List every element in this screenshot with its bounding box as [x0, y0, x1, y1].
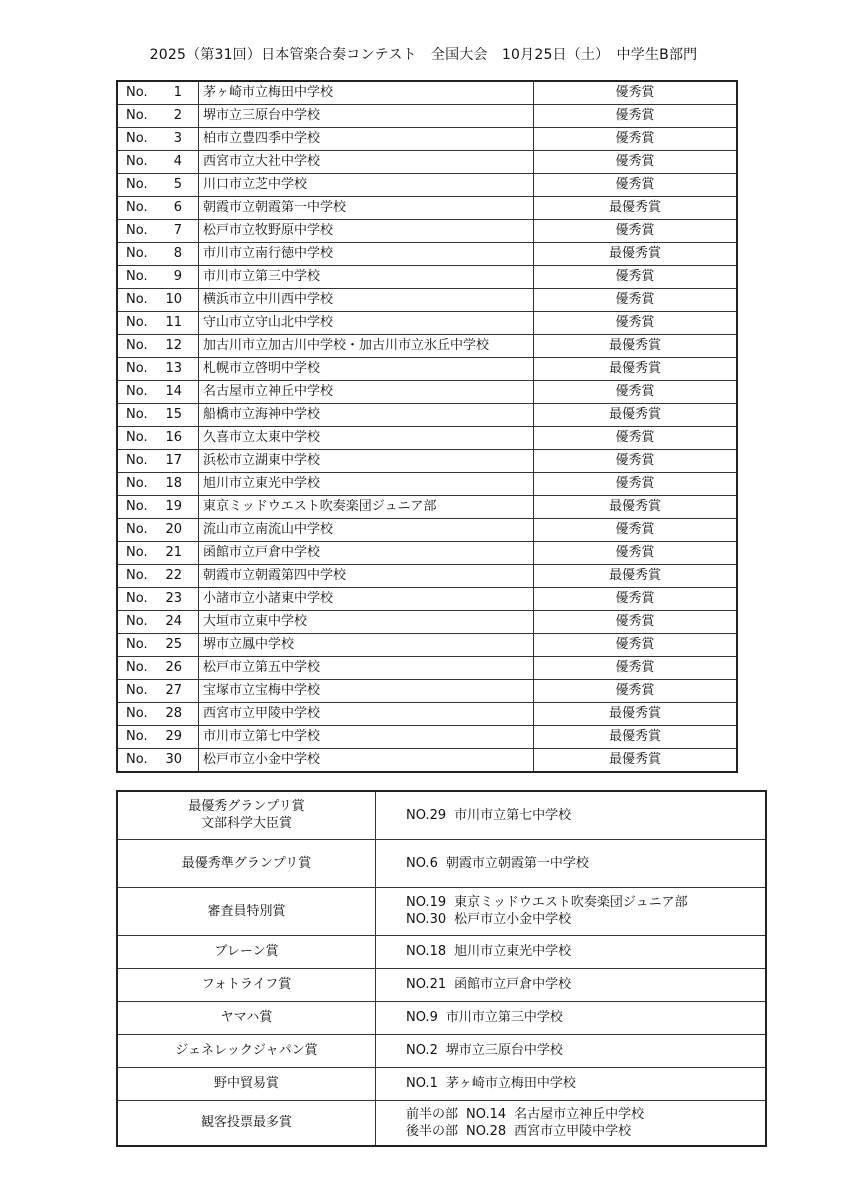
school-name: 西宮市立甲陵中学校: [199, 703, 534, 726]
no-label: No.: [126, 85, 148, 100]
school-name: 横浜市立中川西中学校: [199, 289, 534, 312]
award-result: 優秀賞: [534, 680, 738, 703]
entry-number: 2: [173, 108, 182, 123]
award-name: [117, 839, 376, 887]
award-winner: [406, 1009, 765, 1026]
winner-number: NO.18: [406, 944, 447, 959]
table-row: [117, 381, 737, 404]
entry-number-cell: [117, 220, 199, 243]
no-label: No.: [126, 591, 148, 606]
entry-number: 19: [165, 499, 182, 514]
school-name: 川口市立芝中学校: [199, 174, 534, 197]
entry-number-cell: [117, 427, 199, 450]
table-row: [117, 266, 737, 289]
entry-number-cell: [117, 657, 199, 680]
table-row: [117, 220, 737, 243]
entry-number-cell: [117, 496, 199, 519]
no-label: No.: [126, 522, 148, 537]
award-winner: [406, 976, 765, 993]
award-name-line: ブレーン賞: [214, 944, 279, 959]
school-name: 小諸市立小諸東中学校: [199, 588, 534, 611]
entry-number-cell: [117, 289, 199, 312]
no-label: No.: [126, 660, 148, 675]
winner-part: 前半の部: [406, 1106, 459, 1122]
special-award-row: [117, 839, 766, 887]
entry-number-cell: [117, 404, 199, 427]
table-row: [117, 542, 737, 565]
entry-number-cell: [117, 174, 199, 197]
award-result: 優秀賞: [534, 657, 738, 680]
table-row: [117, 174, 737, 197]
award-winner: [406, 855, 765, 872]
award-name-line: 野中貿易賞: [213, 1076, 279, 1091]
winner-number: NO.28: [466, 1123, 507, 1139]
no-label: No.: [126, 683, 148, 698]
table-row: [117, 680, 737, 703]
table-row: [117, 496, 737, 519]
entry-number: 12: [165, 338, 182, 353]
entry-number: 7: [173, 223, 182, 238]
award-result: 最優秀賞: [534, 565, 738, 588]
school-name: 宝塚市立宝梅中学校: [199, 680, 534, 703]
no-label: No.: [126, 545, 148, 560]
school-name: 浜松市立湖東中学校: [199, 450, 534, 473]
table-row: [117, 726, 737, 749]
entry-number: 28: [165, 706, 182, 721]
school-name: 朝霞市立朝霞第一中学校: [199, 197, 534, 220]
table-row: [117, 611, 737, 634]
school-name: 茅ヶ崎市立梅田中学校: [199, 81, 534, 105]
award-result: 優秀賞: [534, 151, 738, 174]
award-result: 優秀賞: [534, 289, 738, 312]
special-award-row: [117, 968, 766, 1001]
results-table: [116, 80, 738, 773]
winner-number: NO.29: [406, 807, 447, 823]
school-name: 市川市立南行徳中学校: [199, 243, 534, 266]
special-awards-body: [117, 791, 766, 1146]
entry-number: 5: [173, 177, 182, 192]
special-award-row: [117, 935, 766, 968]
school-name: 市川市立第三中学校: [199, 266, 534, 289]
entry-number: 25: [165, 637, 182, 652]
award-result: 最優秀賞: [534, 335, 738, 358]
no-label: No.: [126, 131, 148, 146]
award-result: 優秀賞: [534, 128, 738, 151]
winner-school: 市川市立第七中学校: [454, 807, 572, 823]
table-row: [117, 634, 737, 657]
award-winner: [406, 911, 765, 928]
award-winner: [406, 1106, 765, 1123]
special-awards-table: [116, 790, 767, 1147]
school-name: 松戸市立小金中学校: [199, 749, 534, 773]
award-winners: [376, 1034, 767, 1067]
entry-number: 23: [165, 591, 182, 606]
award-winners: [376, 1001, 767, 1034]
school-name: 札幌市立啓明中学校: [199, 358, 534, 381]
table-row: [117, 657, 737, 680]
winner-school: 朝霞市立朝霞第一中学校: [445, 855, 589, 871]
entry-number-cell: [117, 312, 199, 335]
school-name: 久喜市立太東中学校: [199, 427, 534, 450]
no-label: No.: [126, 453, 148, 468]
entry-number-cell: [117, 358, 199, 381]
no-label: No.: [126, 361, 148, 376]
no-label: No.: [126, 154, 148, 169]
entry-number: 13: [165, 361, 182, 376]
entry-number-cell: [117, 450, 199, 473]
entry-number: 30: [165, 752, 182, 767]
award-name: [117, 791, 376, 839]
no-label: No.: [126, 407, 148, 422]
table-row: [117, 404, 737, 427]
award-name: [117, 1001, 376, 1034]
table-row: [117, 312, 737, 335]
winner-number: NO.14: [466, 1106, 507, 1122]
award-result: 優秀賞: [534, 427, 738, 450]
entry-number: 8: [173, 246, 182, 261]
winner-school: 市川市立第三中学校: [445, 1010, 563, 1025]
entry-number-cell: [117, 726, 199, 749]
entry-number-cell: [117, 381, 199, 404]
table-row: [117, 335, 737, 358]
entry-number: 16: [165, 430, 182, 445]
entry-number: 18: [165, 476, 182, 491]
table-row: [117, 243, 737, 266]
entry-number-cell: [117, 81, 199, 105]
award-name-line: 審査員特別賞: [207, 903, 286, 919]
no-label: No.: [126, 338, 148, 353]
entry-number: 9: [173, 269, 182, 284]
award-winners: [376, 1100, 767, 1146]
award-result: 優秀賞: [534, 220, 738, 243]
entry-number: 22: [165, 568, 182, 583]
table-row: [117, 105, 737, 128]
no-label: No.: [126, 476, 148, 491]
entry-number: 17: [165, 453, 182, 468]
entry-number: 27: [165, 683, 182, 698]
entry-number: 21: [165, 545, 182, 560]
award-name-line: フォトライフ賞: [201, 977, 292, 992]
award-winners: [376, 839, 767, 887]
entry-number-cell: [117, 703, 199, 726]
award-result: 最優秀賞: [534, 726, 738, 749]
award-result: 優秀賞: [534, 81, 738, 105]
entry-number: 6: [173, 200, 182, 215]
no-label: No.: [126, 108, 148, 123]
no-label: No.: [126, 315, 148, 330]
special-award-row: [117, 887, 766, 935]
award-winner: [406, 894, 765, 911]
award-result: 優秀賞: [534, 174, 738, 197]
winner-school: 堺市立三原台中学校: [445, 1043, 563, 1058]
award-winners: [376, 791, 767, 839]
winner-school: 茅ヶ崎市立梅田中学校: [445, 1076, 576, 1091]
no-label: No.: [126, 223, 148, 238]
entry-number-cell: [117, 611, 199, 634]
award-winner: [406, 807, 765, 824]
entry-number: 3: [173, 131, 182, 146]
winner-school: 松戸市立小金中学校: [454, 912, 572, 927]
award-result: 最優秀賞: [534, 749, 738, 773]
winner-school: 東京ミッドウエスト吹奏楽団ジュニア部: [454, 895, 688, 910]
award-name-line: 観客投票最多賞: [200, 1115, 292, 1131]
award-result: 最優秀賞: [534, 358, 738, 381]
award-name: [117, 1034, 376, 1067]
entry-number-cell: [117, 565, 199, 588]
entry-number-cell: [117, 266, 199, 289]
special-award-row: [117, 1034, 766, 1067]
table-row: [117, 588, 737, 611]
school-name: 柏市立豊四季中学校: [199, 128, 534, 151]
award-winners: [376, 935, 767, 968]
entry-number: 29: [165, 729, 182, 744]
entry-number: 24: [165, 614, 182, 629]
entry-number: 11: [165, 315, 182, 330]
school-name: 朝霞市立朝霞第四中学校: [199, 565, 534, 588]
no-label: No.: [126, 384, 148, 399]
table-row: [117, 473, 737, 496]
winner-number: NO.6: [406, 855, 438, 871]
award-result: 優秀賞: [534, 542, 738, 565]
school-name: 堺市立鳳中学校: [199, 634, 534, 657]
special-award-row: [117, 791, 766, 839]
page-title: 2025（第31回）日本管楽合奏コンテスト 全国大会 10月25日（土） 中学生B部門: [149, 47, 698, 63]
award-name: [117, 1067, 376, 1100]
entry-number: 10: [165, 292, 182, 307]
award-result: 優秀賞: [534, 105, 738, 128]
award-result: 最優秀賞: [534, 404, 738, 427]
winner-number: NO.2: [406, 1043, 438, 1058]
table-row: [117, 749, 737, 773]
school-name: 市川市立第七中学校: [199, 726, 534, 749]
winner-school: 旭川市立東光中学校: [454, 944, 572, 959]
award-result: 優秀賞: [534, 519, 738, 542]
winner-school: 西宮市立甲陵中学校: [514, 1123, 632, 1139]
winner-number: NO.21: [406, 977, 447, 992]
special-award-row: [117, 1100, 766, 1146]
school-name: 東京ミッドウエスト吹奏楽団ジュニア部: [199, 496, 534, 519]
no-label: No.: [126, 614, 148, 629]
award-name-line: 最優秀グランプリ賞: [188, 799, 305, 815]
entry-number: 4: [173, 154, 182, 169]
award-result: 優秀賞: [534, 611, 738, 634]
award-name: [117, 935, 376, 968]
no-label: No.: [126, 269, 148, 284]
table-row: [117, 197, 737, 220]
school-name: 名古屋市立神丘中学校: [199, 381, 534, 404]
entry-number-cell: [117, 128, 199, 151]
award-name-line: ヤマハ賞: [220, 1010, 273, 1025]
school-name: 守山市立守山北中学校: [199, 312, 534, 335]
school-name: 松戸市立第五中学校: [199, 657, 534, 680]
school-name: 流山市立南流山中学校: [199, 519, 534, 542]
entry-number-cell: [117, 105, 199, 128]
award-winners: [376, 887, 767, 935]
special-award-row: [117, 1001, 766, 1034]
no-label: No.: [126, 637, 148, 652]
award-name: [117, 887, 376, 935]
award-winner: [406, 1075, 765, 1092]
entry-number-cell: [117, 197, 199, 220]
award-name-line: 文部科学大臣賞: [200, 816, 292, 832]
entry-number-cell: [117, 243, 199, 266]
entry-number-cell: [117, 519, 199, 542]
entry-number: 1: [173, 85, 182, 100]
table-row: [117, 128, 737, 151]
entry-number-cell: [117, 588, 199, 611]
school-name: 函館市立戸倉中学校: [199, 542, 534, 565]
award-winner: [406, 1123, 765, 1140]
school-name: 松戸市立牧野原中学校: [199, 220, 534, 243]
entry-number: 26: [165, 660, 182, 675]
award-result: 優秀賞: [534, 450, 738, 473]
entry-number-cell: [117, 151, 199, 174]
table-row: [117, 427, 737, 450]
school-name: 堺市立三原台中学校: [199, 105, 534, 128]
winner-number: NO.9: [406, 1010, 438, 1025]
award-result: 優秀賞: [534, 588, 738, 611]
entry-number-cell: [117, 335, 199, 358]
award-result: 優秀賞: [534, 266, 738, 289]
winner-number: NO.30: [406, 912, 447, 927]
no-label: No.: [126, 292, 148, 307]
entry-number: 15: [165, 407, 182, 422]
school-name: 加古川市立加古川中学校・加古川市立氷丘中学校: [199, 335, 534, 358]
no-label: No.: [126, 499, 148, 514]
no-label: No.: [126, 568, 148, 583]
award-result: 最優秀賞: [534, 243, 738, 266]
table-row: [117, 519, 737, 542]
winner-part: 後半の部: [406, 1123, 459, 1139]
no-label: No.: [126, 729, 148, 744]
award-result: 優秀賞: [534, 473, 738, 496]
table-row: [117, 450, 737, 473]
table-row: [117, 151, 737, 174]
no-label: No.: [126, 177, 148, 192]
winner-number: NO.19: [406, 895, 447, 910]
school-name: 船橋市立海神中学校: [199, 404, 534, 427]
award-winners: [376, 968, 767, 1001]
winner-school: 函館市立戸倉中学校: [454, 977, 572, 992]
entry-number: 14: [165, 384, 182, 399]
entry-number-cell: [117, 634, 199, 657]
award-result: 最優秀賞: [534, 496, 738, 519]
award-name-line: ジェネレックジャパン賞: [175, 1043, 318, 1058]
award-result: 優秀賞: [534, 634, 738, 657]
no-label: No.: [126, 246, 148, 261]
award-name: [117, 1100, 376, 1146]
no-label: No.: [126, 752, 148, 767]
award-result: 最優秀賞: [534, 703, 738, 726]
results-body: [117, 81, 737, 772]
entry-number-cell: [117, 680, 199, 703]
table-row: [117, 565, 737, 588]
entry-number-cell: [117, 749, 199, 773]
school-name: 旭川市立東光中学校: [199, 473, 534, 496]
award-winners: [376, 1067, 767, 1100]
no-label: No.: [126, 706, 148, 721]
award-name: [117, 968, 376, 1001]
school-name: 大垣市立東中学校: [199, 611, 534, 634]
school-name: 西宮市立大社中学校: [199, 151, 534, 174]
award-result: 優秀賞: [534, 312, 738, 335]
award-result: 優秀賞: [534, 381, 738, 404]
award-result: 最優秀賞: [534, 197, 738, 220]
award-winner: [406, 1042, 765, 1059]
no-label: No.: [126, 430, 148, 445]
no-label: No.: [126, 200, 148, 215]
award-winner: [406, 943, 765, 960]
special-award-row: [117, 1067, 766, 1100]
table-row: [117, 81, 737, 105]
winner-school: 名古屋市立神丘中学校: [514, 1106, 645, 1122]
table-row: [117, 358, 737, 381]
entry-number-cell: [117, 542, 199, 565]
award-name-line: 最優秀準グランプリ賞: [181, 855, 312, 871]
entry-number-cell: [117, 473, 199, 496]
table-row: [117, 703, 737, 726]
table-row: [117, 289, 737, 312]
winner-number: NO.1: [406, 1076, 438, 1091]
entry-number: 20: [165, 522, 182, 537]
